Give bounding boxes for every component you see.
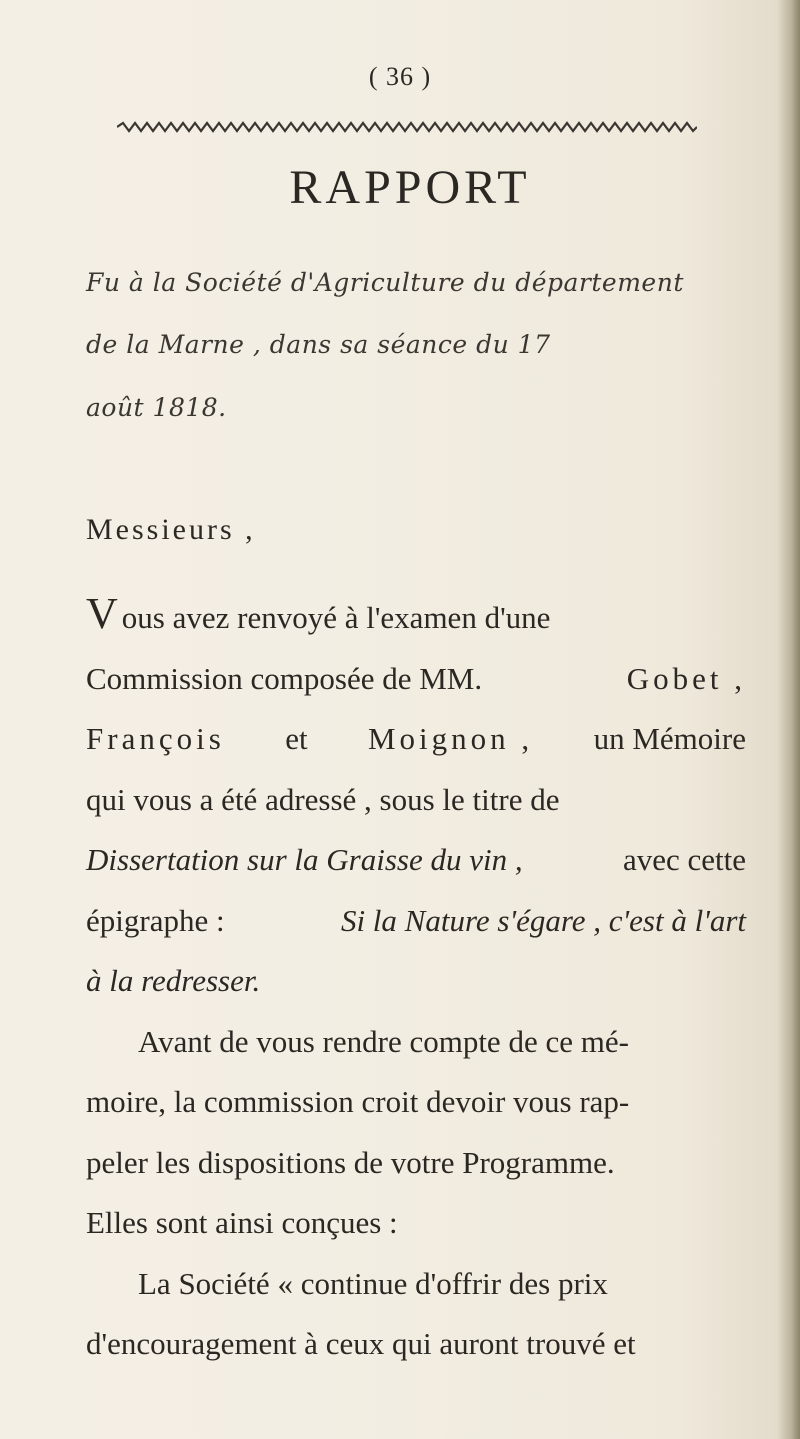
text-span: épigraphe : bbox=[86, 902, 225, 938]
text-line bbox=[86, 770, 746, 831]
body-text bbox=[86, 588, 746, 1375]
page-edge-shadow bbox=[778, 0, 800, 1439]
salutation: Messieurs , bbox=[86, 513, 256, 546]
text-line bbox=[86, 951, 746, 1012]
dissertation-title: Dissertation sur la Graisse du vin , bbox=[86, 842, 523, 877]
text-span: et bbox=[285, 721, 308, 756]
text-line bbox=[86, 1072, 746, 1133]
text-span: avec cette bbox=[622, 842, 746, 877]
text-line bbox=[86, 891, 746, 952]
text-span: un Mémoire bbox=[593, 721, 746, 756]
handwritten-line-1: Fu à la Société d'Agriculture du département bbox=[86, 268, 684, 297]
text-span: Commission composée de MM. bbox=[86, 660, 483, 696]
text-span: La Société « continue d'offrir des prix bbox=[138, 1265, 608, 1301]
text-span: d'encouragement à ceux qui auront trouvé et bbox=[86, 1326, 636, 1361]
text-span: qui vous a été adressé , sous le titre de bbox=[86, 781, 560, 817]
text-line bbox=[86, 709, 746, 770]
handwritten-line-2: de la Marne , dans sa séance du 17 bbox=[86, 330, 551, 359]
text-line bbox=[86, 649, 746, 710]
text-line bbox=[86, 1012, 746, 1073]
text-line bbox=[86, 1193, 746, 1254]
text-span: peler les dispositions de votre Programme. bbox=[86, 1144, 615, 1180]
epigraph-end: à la redresser. bbox=[86, 963, 261, 998]
text-line bbox=[86, 1133, 746, 1194]
decorative-rule bbox=[117, 120, 697, 134]
author-name-moignon: Moignon , bbox=[367, 721, 534, 756]
text-span: ous avez renvoyé à l'examen d'une bbox=[121, 600, 551, 635]
text-span: moire, la commission croit devoir vous rap- bbox=[86, 1084, 630, 1119]
text-line bbox=[86, 830, 746, 891]
epigraph: Si la Nature s'égare , c'est à l'art bbox=[340, 902, 746, 938]
text-line bbox=[86, 1254, 746, 1315]
text-line bbox=[86, 588, 746, 649]
page-number: ( 36 ) bbox=[368, 62, 432, 91]
text-line bbox=[86, 1314, 746, 1375]
text-span: Avant de vous rendre compte de ce mé- bbox=[138, 1023, 629, 1059]
handwritten-line-3: août 1818. bbox=[86, 393, 227, 422]
author-name-francois: François bbox=[86, 721, 225, 756]
text-span: Elles sont ainsi conçues : bbox=[86, 1205, 398, 1240]
drop-cap: V bbox=[86, 589, 118, 638]
author-name-gobet: Gobet , bbox=[626, 660, 746, 696]
report-title: RAPPORT bbox=[289, 161, 531, 214]
